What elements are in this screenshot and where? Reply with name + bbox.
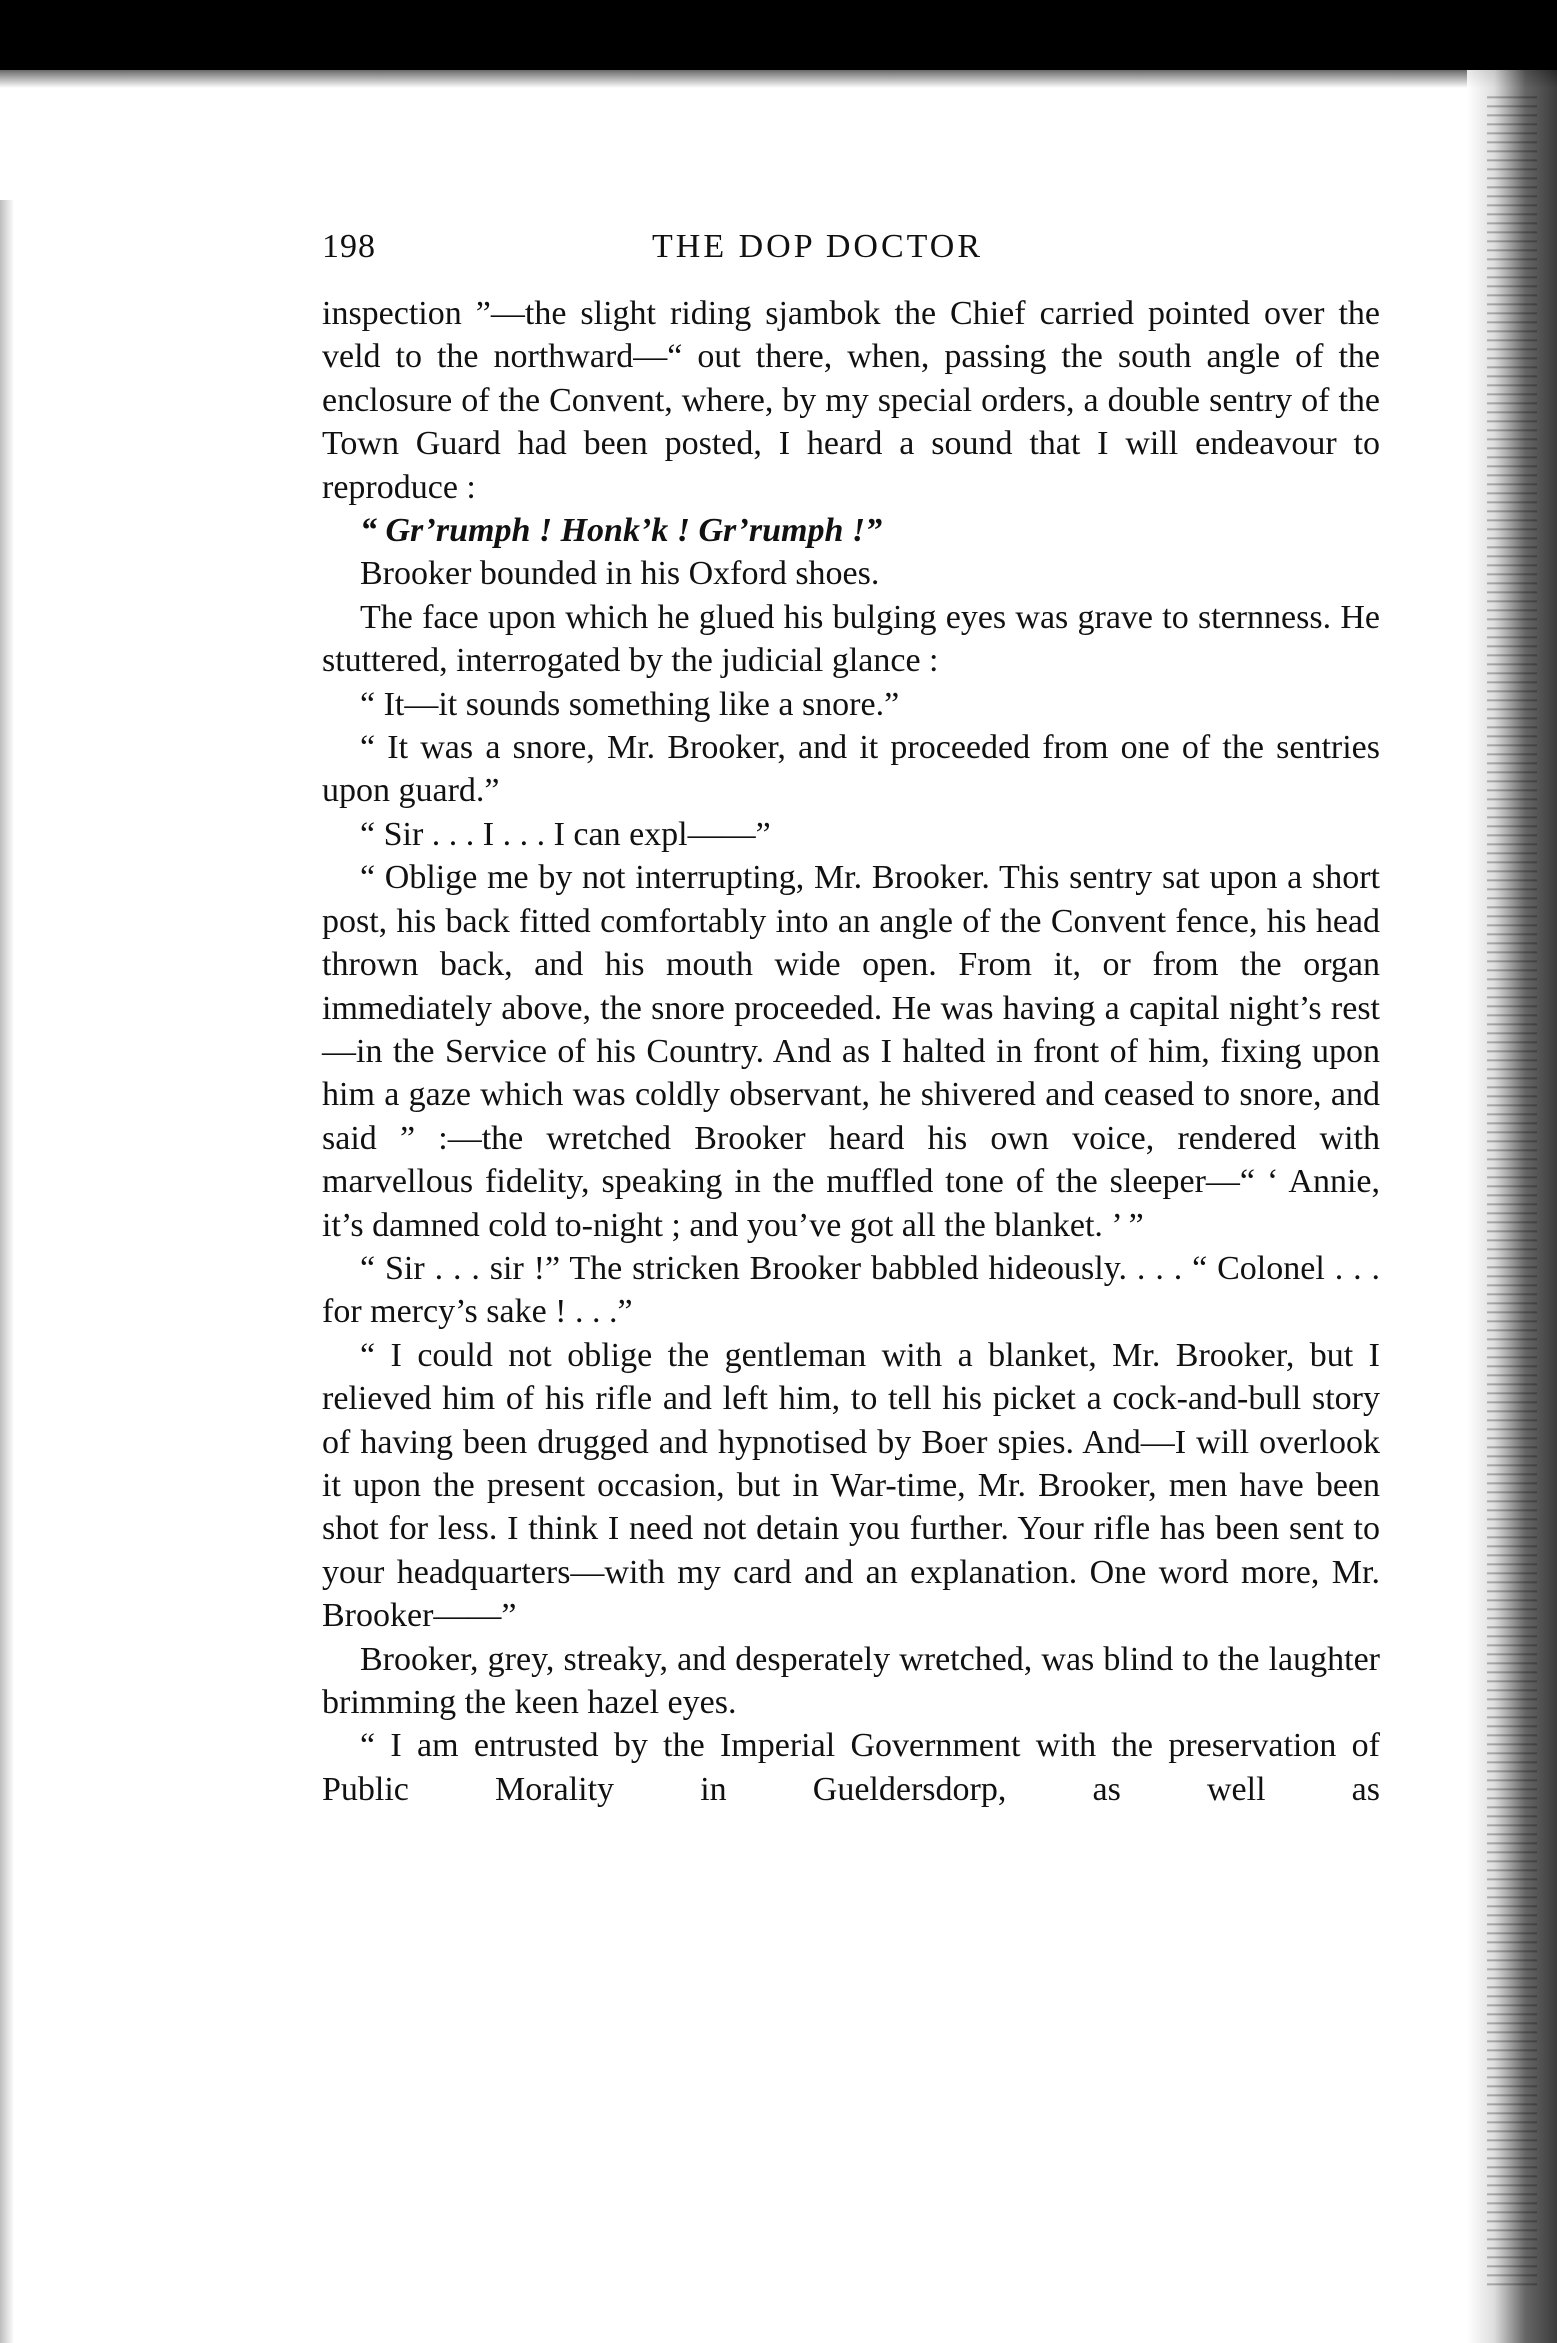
scan-top-shadow bbox=[0, 70, 1557, 88]
running-head bbox=[322, 228, 1380, 286]
book-page bbox=[322, 228, 1380, 1811]
paragraph: “ Oblige me by not interrupting, Mr. Brooker. This sentry sat upon a short post, his back fitted comfortably into an angle of the Convent fence, his head thrown back, and his mouth wide open. From it, or from the organ immediately above, the snore proceeded. He was having a capital night’s rest—in the Service of his Country. And as I halted in front of him, fixing upon him a gaze which was coldly observant, he shivered and ceased to snore, and said ” :—the wretched Brooker heard his own voice, rendered with marvellous fidelity, speaking in the muffled tone of the sleeper—“ ‘ Annie, it’s damned cold to-night ; and you’ve got all the blanket. ’ ” bbox=[322, 859, 1380, 1244]
scan-top-border bbox=[0, 0, 1557, 70]
paragraph: “ It—it sounds something like a snore.” bbox=[360, 685, 900, 723]
paragraph-continued: “ I am entrusted by the Imperial Government with the preservation of Public Morality in Gueldersdorp, as well as bbox=[322, 1727, 1380, 1808]
paragraph: The face upon which he glued his bulging eyes was grave to sternness. He stuttered, interrogated by the judicial glance : bbox=[322, 598, 1380, 680]
book-title: THE DOP DOCTOR bbox=[652, 228, 984, 265]
paragraph: Brooker bounded in his Oxford shoes. bbox=[360, 555, 880, 593]
scan-left-edge bbox=[0, 200, 14, 2343]
paragraph-snore-quote: “ Gr’rumph ! Honk’k ! Gr’rumph !” bbox=[360, 512, 883, 550]
paragraph: “ Sir . . . I . . . I can expl——” bbox=[360, 815, 771, 853]
paragraph: inspection ”—the slight riding sjambok the Chief carried pointed over the veld to the northward—“ out there, when, passing the south angle of the enclosure of the Convent, where, by my special orders, a double sentry of the Town Guard had been posted, I heard a sound that I will endeavour to reproduce : bbox=[322, 295, 1380, 506]
paragraph: “ I could not oblige the gentleman with a blanket, Mr. Brooker, but I relieved him of his rifle and left him, to tell his picket a cock-and-bull story of having been drugged and hypnotised by Boer spies. And—I will overlook it upon the present occasion, but in War-time, Mr. Brooker, men have been shot for less. I think I need not detain you further. Your rifle has been sent to your headquarters—with my card and an explanation. One word more, Mr. Brooker——” bbox=[322, 1336, 1380, 1635]
body-text bbox=[322, 292, 1380, 1811]
paragraph: “ Sir . . . sir !” The stricken Brooker babbled hideously. . . . “ Colonel . . . for mercy’s sake ! . . .” bbox=[322, 1249, 1380, 1331]
page-number: 198 bbox=[322, 228, 376, 265]
paragraph: “ It was a snore, Mr. Brooker, and it proceeded from one of the sentries upon guard.” bbox=[322, 729, 1380, 810]
paragraph: Brooker, grey, streaky, and desperately wretched, was blind to the laughter brimming the keen hazel eyes. bbox=[322, 1640, 1380, 1721]
scan-page-edges bbox=[1487, 90, 1537, 2290]
